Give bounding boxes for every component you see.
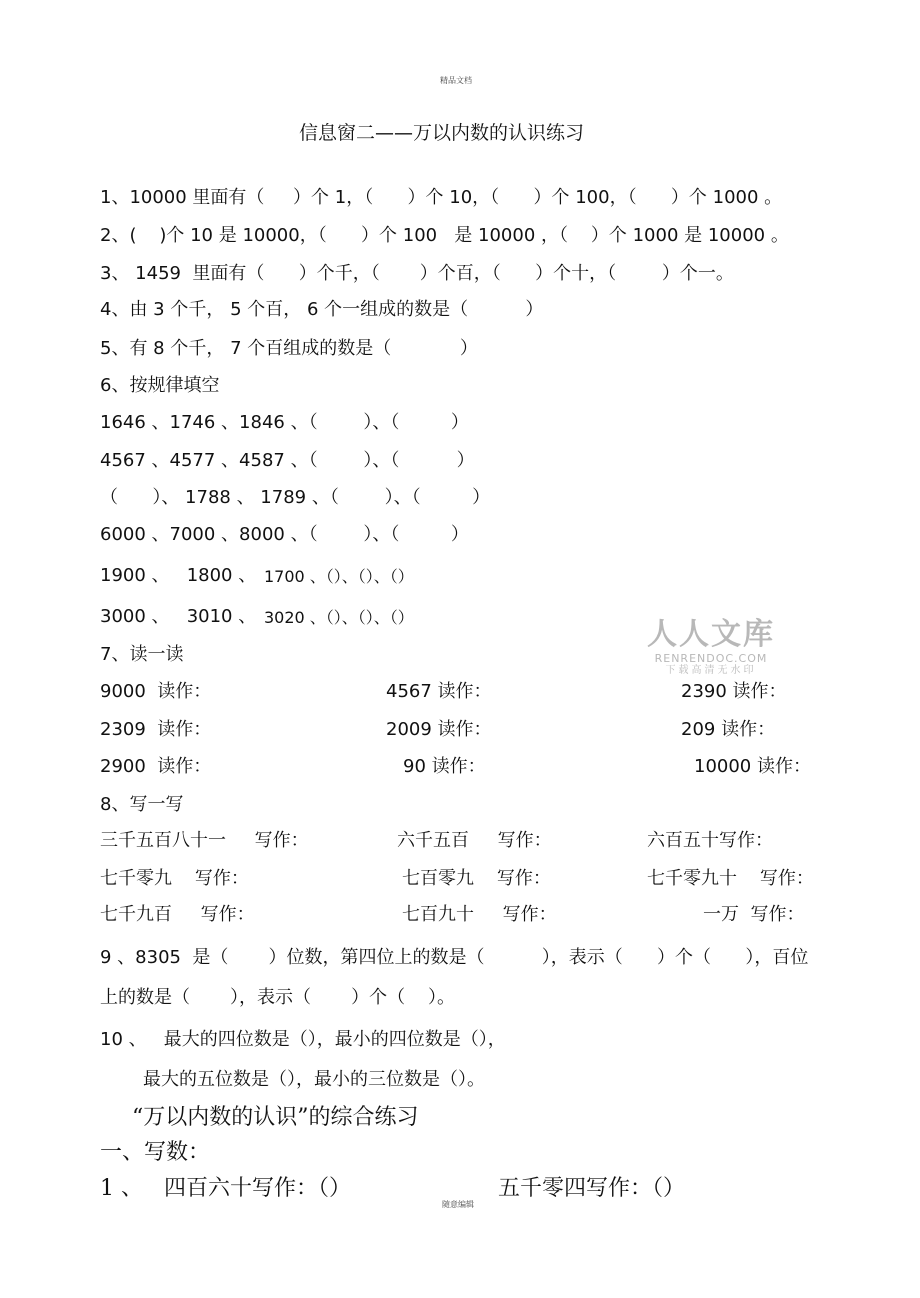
section-2-title: “万以内数的认识”的综合练习	[132, 1105, 419, 1130]
write-item: 七百零九 写作：	[402, 868, 551, 889]
pattern-row: （ ）、 1788 、 1789 、（ ）、（ ）	[100, 487, 491, 508]
pattern-row-6-start: 3000 、 3010 、	[100, 606, 257, 627]
read-item: 2309 读作：	[100, 719, 212, 740]
write-item: 六千五百 写作：	[397, 830, 552, 851]
write-item: 七千零九十 写作：	[647, 868, 814, 889]
write-item: 一万 写作：	[703, 904, 805, 925]
pattern-row-5-end: 1700 、（）、（）、（）	[264, 567, 414, 586]
section-2-item-1b: 五千零四写作：（）	[498, 1176, 686, 1201]
write-item: 六百五十写作：	[647, 830, 773, 851]
question-10-line-1: 10 、 最大的四位数是（），最小的四位数是（），	[100, 1029, 506, 1050]
pattern-row-6-end: 3020 、（）、（）、（）	[264, 608, 414, 627]
pattern-row: 1646 、1746 、1846 、（ ）、（ ）	[100, 412, 469, 433]
pattern-row: 6000 、7000 、8000 、（ ）、（ ）	[100, 524, 469, 545]
read-item: 209 读作：	[681, 719, 776, 740]
page-footer: 随意编辑	[442, 1200, 474, 1209]
question-1: 1、10000 里面有（ ）个 1，（ ）个 10，（ ）个 100，（ ）个 1000 。	[100, 187, 783, 208]
read-item: 2900 读作：	[100, 756, 212, 777]
question-4: 4、由 3 个千， 5 个百， 6 个一组成的数是（ ）	[100, 299, 544, 320]
watermark-brand: 人人文库	[647, 617, 775, 652]
write-item: 七千零九 写作：	[100, 868, 249, 889]
read-item: 9000 读作：	[100, 681, 212, 702]
write-item: 七百九十 写作：	[402, 904, 557, 925]
pattern-row-5-start: 1900 、 1800 、	[100, 565, 257, 586]
read-item: 2390 读作：	[681, 681, 787, 702]
question-2: 2、( )个 10 是 10000，（ ）个 100 是 10000 ，（ ）个 1000 是 10000 。	[100, 225, 789, 246]
watermark-subtitle: 下载高清无水印	[665, 665, 757, 676]
question-9-line-2: 上的数是（ ），表示（ ）个（ ）。	[100, 987, 455, 1008]
read-item: 2009 读作：	[386, 719, 492, 740]
question-5: 5、有 8 个千， 7 个百组成的数是（ ）	[100, 338, 478, 359]
watermark-url: RENRENDOC.COM	[654, 652, 768, 665]
write-item: 七千九百 写作：	[100, 904, 255, 925]
read-item: 10000 读作：	[694, 756, 811, 777]
question-7-heading: 7、读一读	[100, 644, 184, 665]
section-2-item-1a: 1 、 四百六十写作：（）	[100, 1176, 351, 1201]
read-item: 4567 读作：	[386, 681, 492, 702]
question-6-heading: 6、按规律填空	[100, 375, 220, 396]
question-9-line-1: 9 、8305 是（ ）位数，第四位上的数是（ ），表示（ ）个（ ），百位	[100, 947, 809, 968]
page-title: 信息窗二——万以内数的认识练习	[299, 122, 585, 144]
section-2-subtitle: 一、写数：	[100, 1140, 211, 1165]
question-8-heading: 8、写一写	[100, 794, 184, 815]
question-3: 3、 1459 里面有（ ）个千，（ ）个百，（ ）个十，（ ）个一。	[100, 263, 734, 284]
pattern-row: 4567 、4577 、4587 、（ ）、（ ）	[100, 450, 475, 471]
watermark	[646, 618, 776, 677]
write-item: 三千五百八十一 写作：	[100, 830, 309, 851]
read-item: 90 读作：	[403, 756, 486, 777]
page-header: 精品文档	[440, 76, 472, 85]
question-10-line-2: 最大的五位数是（），最小的三位数是（）。	[143, 1069, 485, 1090]
